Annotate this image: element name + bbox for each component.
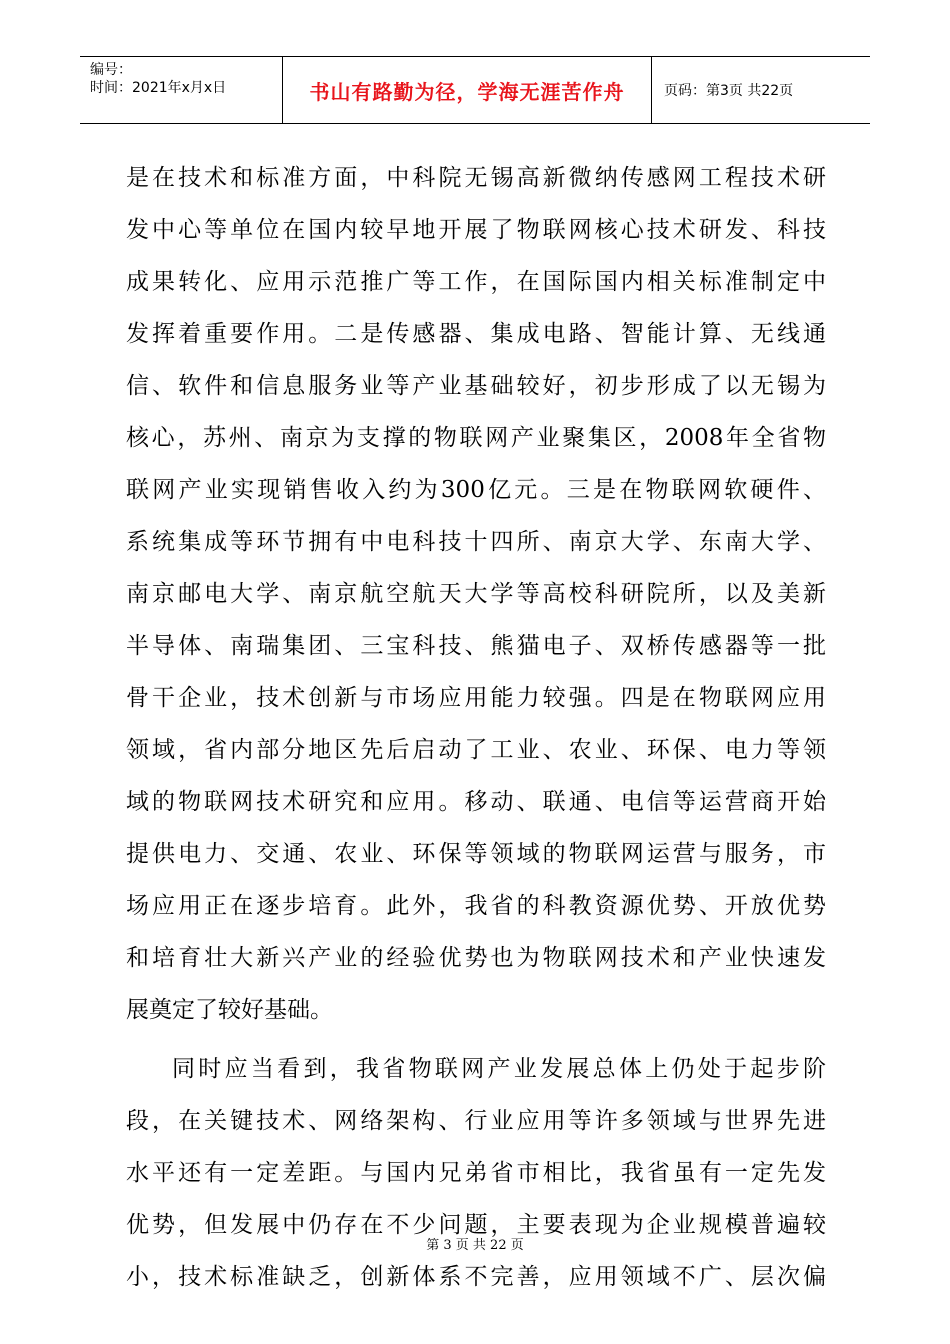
text-line: 南京邮电大学、南京航空航天大学等高校科研院所，以及美新 [126,581,826,607]
page-footer: 第 3 页 共 22 页 [426,1238,524,1253]
text-line: 信、软件和信息服务业等产业基础较好，初步形成了以无锡为 [126,373,826,399]
text-line: 优势，但发展中仍存在不少问题，主要表现为企业规模普遍较 [126,1212,826,1238]
paragraph-2 [126,1043,826,1303]
document-body [126,152,826,1303]
text-line: 半导体、南瑞集团、三宝科技、熊猫电子、双桥传感器等一批 [126,633,826,659]
text-line: 同时应当看到，我省物联网产业发展总体上仍处于起步阶 [172,1056,826,1082]
text-line: 段，在关键技术、网络架构、行业应用等许多领域与世界先进 [126,1108,826,1134]
text-line: 成果转化、应用示范推广等工作，在国际国内相关标准制定中 [126,269,826,295]
text-line: 和培育壮大新兴产业的经验优势也为物联网技术和产业快速发 [126,945,826,971]
text-line: 联网产业实现销售收入约为300亿元。三是在物联网软硬件、 [126,477,826,503]
text-line: 系统集成等环节拥有中电科技十四所、南京大学、东南大学、 [126,529,826,555]
header-page-info-cell [652,57,870,123]
header-motto: 书山有路勤为径，学海无涯苦作舟 [309,79,625,104]
header-motto-cell [282,57,652,123]
text-line: 骨干企业，技术创新与市场应用能力较强。四是在物联网应用 [126,685,826,711]
text-line: 发挥着重要作用。二是传感器、集成电路、智能计算、无线通 [126,321,826,347]
text-line: 提供电力、交通、农业、环保等领域的物联网运营与服务，市 [126,841,826,867]
text-line: 展奠定了较好基础。 [126,997,333,1023]
document-date: 时间：2021年x月x日 [90,80,227,96]
header-page-info: 页码：第3页 共22页 [664,83,794,99]
text-line: 域的物联网技术研究和应用。移动、联通、电信等运营商开始 [126,789,826,815]
paragraph-1 [126,152,826,1036]
page-header [80,56,870,124]
text-line: 发中心等单位在国内较早地开展了物联网核心技术研发、科技 [126,217,826,243]
text-line: 是在技术和标准方面，中科院无锡高新微纳传感网工程技术研 [126,165,826,191]
header-meta [80,57,282,123]
document-number-label: 编号： [90,62,132,78]
text-line: 场应用正在逐步培育。此外，我省的科教资源优势、开放优势 [126,893,826,919]
text-line: 领域，省内部分地区先后启动了工业、农业、环保、电力等领 [126,737,826,763]
text-line: 核心，苏州、南京为支撑的物联网产业聚集区，2008年全省物 [126,425,826,451]
text-line: 水平还有一定差距。与国内兄弟省市相比，我省虽有一定先发 [126,1160,826,1186]
text-line: 小，技术标准缺乏，创新体系不完善，应用领域不广、层次偏 [126,1264,826,1290]
